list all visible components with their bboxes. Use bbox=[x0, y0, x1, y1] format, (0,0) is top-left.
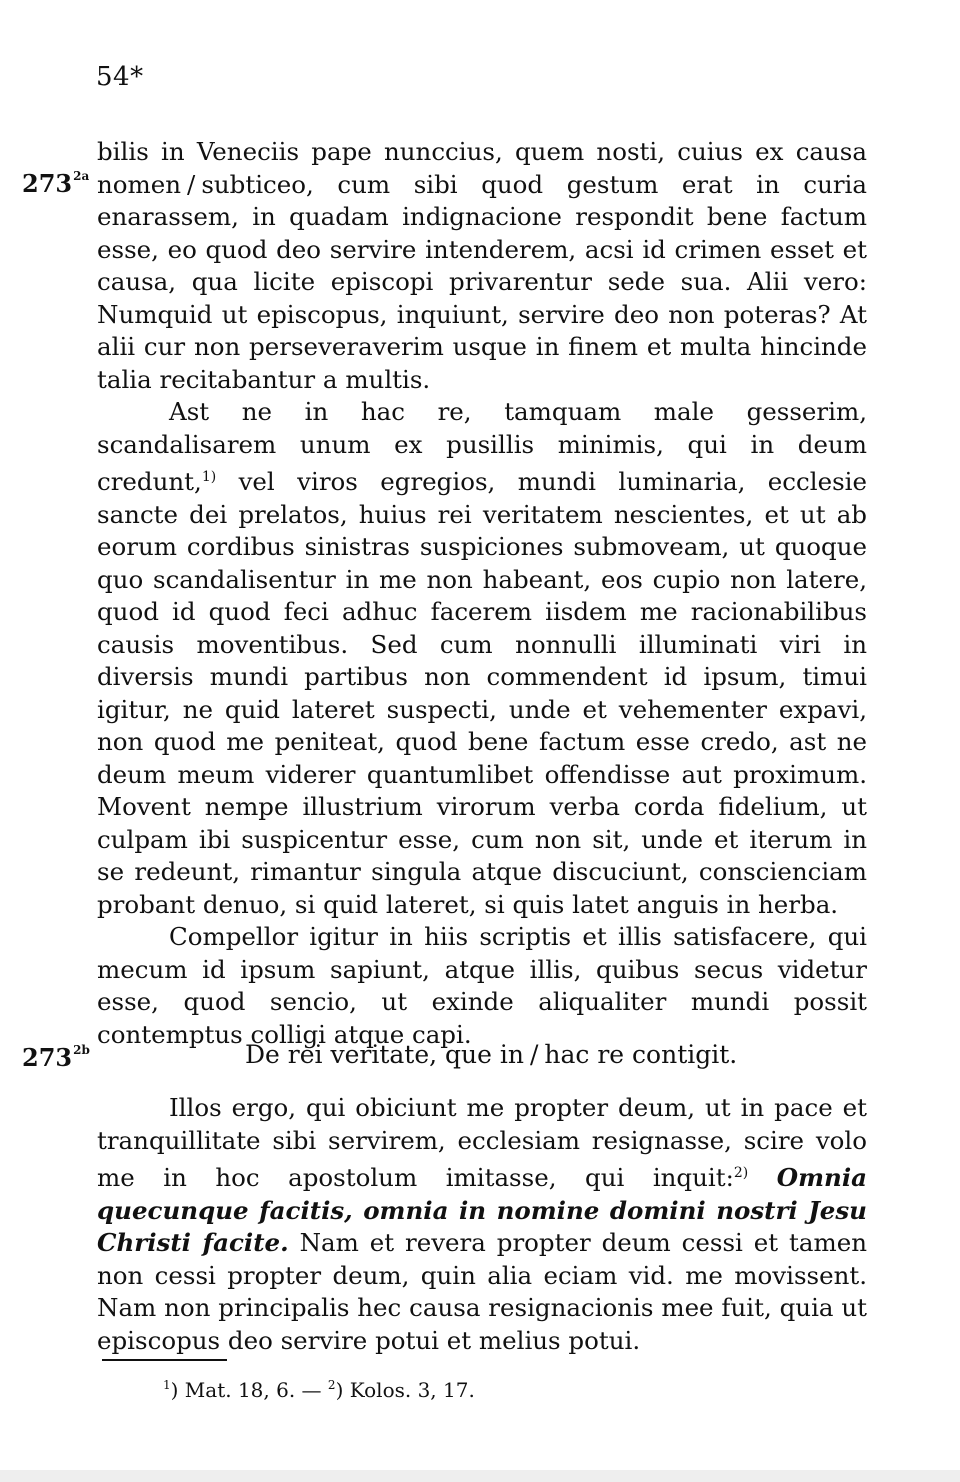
paragraph-2 bbox=[97, 396, 867, 921]
paragraph-4-text-a: Illos ergo, qui obiciunt me propter deum, ut in pace et tranquillitate sibi servirem, ecclesiam resignasse, scire volo me in hoc apostolum imitasse, qui inquit: bbox=[97, 1093, 867, 1192]
paragraph-4 bbox=[97, 1092, 867, 1357]
paragraph-1-text-a: bilis in Veneciis pape nunccius, quem nosti, cuius ex causa nomen bbox=[97, 137, 867, 199]
main-text-upper bbox=[97, 136, 867, 1051]
footnote-marker-1: 1) bbox=[201, 469, 217, 485]
bible-quotation: Omnia quecunque facitis, omnia in nomine domini nostri Jesu Christi facite. bbox=[97, 1163, 867, 1257]
marginal-reference-273-2a bbox=[22, 169, 89, 198]
section-heading bbox=[245, 1040, 737, 1069]
section-heading-text-a: De rei veritate, que in bbox=[245, 1040, 524, 1069]
paragraph-2-text-a: Ast ne in hac re, tamquam male gesserim, scandalisarem unum ex pusillis minimis, qui in deum credunt, bbox=[97, 397, 867, 496]
line-separator: / bbox=[529, 1040, 539, 1069]
page-number: 54* bbox=[96, 62, 144, 92]
main-text-lower bbox=[97, 1092, 867, 1357]
paragraph-1-text-b: subticeo, cum sibi quod gestum erat in curia enarassem, in quadam indignacione respondit bene factum esse, eo quod deo servire intenderem, acsi id crimen esset et causa, qua licite episcopi privarentur sede sua. Alii vero: Numquid ut episcopus, inquiunt, servire deo non poteras? At alii cur non perseveraverim usque in finem et multa hincinde talia recitabantur a multis. bbox=[97, 169, 867, 394]
footnotes bbox=[163, 1378, 475, 1402]
section-heading-text-b: hac re contigit. bbox=[544, 1040, 738, 1069]
footnote-marker-2: 2) bbox=[733, 1165, 749, 1181]
marginal-superscript: 2a bbox=[73, 169, 90, 183]
page-bottom-edge bbox=[0, 1470, 960, 1482]
footnote-1-number: 1 bbox=[163, 1378, 171, 1392]
marginal-number: 273 bbox=[22, 1043, 73, 1072]
marginal-reference-273-2b bbox=[22, 1043, 90, 1072]
paragraph-2-text-b: vel viros egregios, mundi luminaria, ecclesie sancte dei prelatos, huius rei veritatem nescientes, et ut ab eorum cordibus sinistras suspiciones submoveam, ut quoque quo scandalisentur in me non habeant, eos cupio non latere, quod id quod feci adhuc facerem iisdem me racionabilibus causis moventibus. Sed cum nonnulli illuminati viri in diversis mundi partibus non commendent id ipsum, timui igitur, ne quid lateret suspecti, unde et vehementer expavi, non quod me peniteat, quod bene factum esse credo, ast ne deum meum viderer quantumlibet offendisse aut proximum. Movent nempe illustrium virorum verba corda fidelium, ut culpam ibi suspicentur esse, cum non sit, unde et iterum in se redeunt, rimantur singula atque discuciunt, conscienciam probant denuo, si quid lateret, si quis latet anguis in herba. bbox=[97, 467, 867, 919]
footnote-2-number: 2 bbox=[327, 1378, 336, 1392]
line-separator: / bbox=[187, 169, 196, 199]
marginal-superscript: 2b bbox=[73, 1043, 90, 1057]
marginal-number: 273 bbox=[22, 169, 73, 198]
footnote-1-text: ) Mat. 18, 6. — bbox=[170, 1378, 322, 1402]
footnote-2-text: ) Kolos. 3, 17. bbox=[335, 1378, 475, 1402]
paragraph-3: Compellor igitur in hiis scriptis et illis satisfacere, qui mecum id ipsum sapiunt, atque illis, quibus secus videtur esse, quod sencio, ut exinde aliqualiter mundi possit contemptus colligi atque capi. bbox=[97, 922, 867, 1049]
paragraph-1 bbox=[97, 136, 867, 396]
footnote-rule bbox=[102, 1359, 227, 1361]
paragraph-4-text-b: Nam et revera propter deum cessi et tamen non cessi propter deum, quin alia eciam vid. me movissent. Nam non principalis hec causa resignacionis mee fuit, quia ut episcopus deo servire potui et melius potui. bbox=[97, 1228, 867, 1355]
